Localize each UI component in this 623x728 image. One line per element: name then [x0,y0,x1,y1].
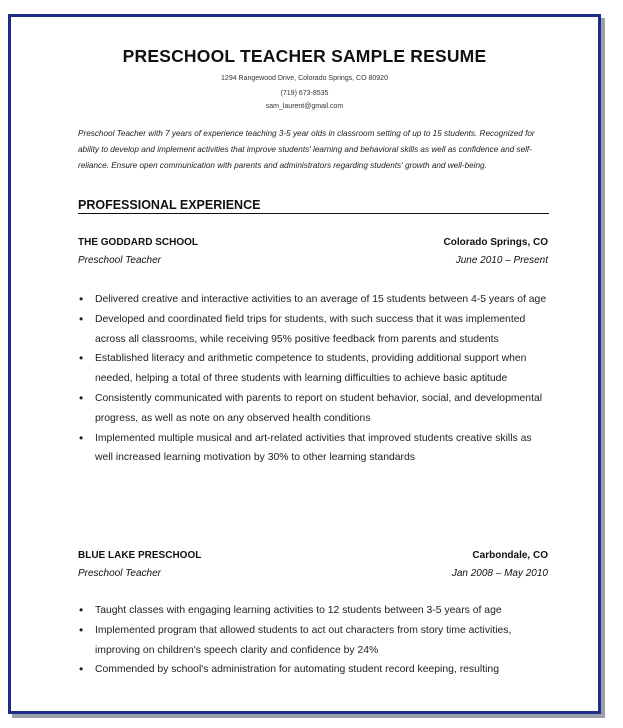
job-1-bullets [78,290,548,468]
section-heading-experience: PROFESSIONAL EXPERIENCE [78,198,549,214]
contact-phone: (719) 673-8535 [280,90,329,97]
bullet-item: • Delivered creative and interactive activities to an average of 15 students between 4-5 years of age [78,290,548,310]
employer-name: BLUE LAKE PRESCHOOL [78,550,202,561]
employer-location: Carbondale, CO [472,550,548,561]
job-role: Preschool Teacher [78,568,162,579]
contact-email: sam_laurent@gmail.com [265,103,344,110]
employer-location: Colorado Springs, CO [443,237,548,248]
job-2-bullets [78,601,548,680]
bullet-item: • Developed and coordinated field trips for students, with such success that it was implemented across all classrooms, while receiving 95% positive feedback from parents and students [78,310,548,350]
contact-address: 1294 Rangewood Drive, Colorado Springs, CO 80920 [221,75,388,82]
job-dates: Jan 2008 – May 2010 [451,568,548,579]
job-subheader-1 [78,255,548,266]
bullet-item: • Implemented multiple musical and art-related activities that improved students creative skills as well increased learning motivation by 30% to other learning standards [78,429,548,469]
resume-title: PRESCHOOL TEACHER SAMPLE RESUME [122,46,487,66]
job-subheader-2 [78,568,548,579]
employer-name: THE GODDARD SCHOOL [78,237,198,248]
resume-frame [8,14,601,714]
job-role: Preschool Teacher [78,255,162,266]
bullet-item: • Implemented program that allowed students to act out characters from story time activities, improving on children's speech clarity and confidence by 24% [78,621,548,661]
professional-summary: Preschool Teacher with 7 years of experience teaching 3-5 year olds in classroom setting of up to 15 students. Recognized for ability to develop and implement activities that improve students' learning and behavioral skills as well as confidence and self-reliance. Ensure open communication with parents and administrators regarding students' growth and well-being. [78,129,535,170]
job-dates: June 2010 – Present [455,255,548,266]
bullet-item: • Established literacy and arithmetic competence to students, providing additional support when needed, helping a total of three students with learning difficulties to achieve basic aptitude [78,349,548,389]
bullet-item: • Consistently communicated with parents to report on student behavior, social, and developmental progress, as well as note on any observed health conditions [78,389,548,429]
job-header-2 [78,550,548,561]
job-header-1 [78,237,548,248]
bullet-item: • Commended by school's administration for automating student record keeping, resulting [78,660,548,680]
bullet-item: • Taught classes with engaging learning activities to 12 students between 3-5 years of age [78,601,548,621]
